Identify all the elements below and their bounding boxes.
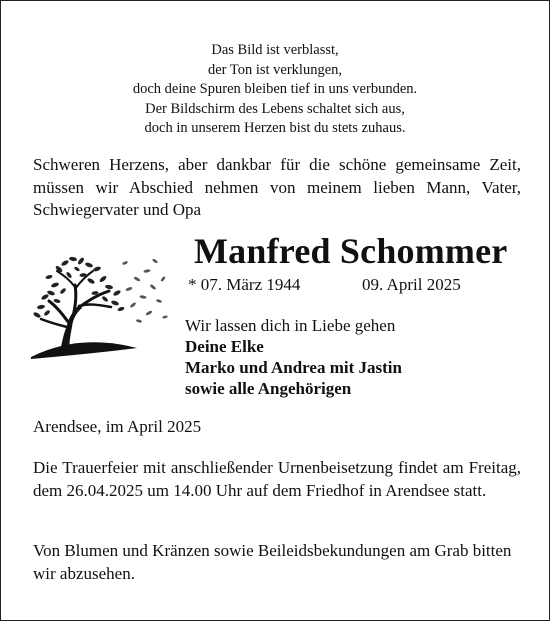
life-dates	[188, 274, 461, 296]
poem-line: Der Bildschirm des Lebens schaltet sich aus,	[145, 100, 405, 117]
mourner-name: Deine Elke	[185, 337, 264, 356]
poem-line: der Ton ist verklungen,	[207, 61, 343, 78]
mourner-name: sowie alle Angehörigen	[185, 379, 352, 398]
poem-line: doch in unserem Herzen bist du stets zuhaus.	[144, 120, 406, 136]
death-date: 09. April 2025	[362, 275, 461, 294]
deceased-name: Manfred Schommer	[194, 231, 508, 271]
windblown-tree-icon	[29, 249, 171, 364]
ceremony-paragraph: Die Trauerfeier mit anschließender Urnenbeisetzung findet am Freitag, dem 26.04.2025 um 14.00 Uhr auf dem Friedhof in Arendsee statt.	[33, 458, 521, 500]
mourners-block	[185, 315, 402, 399]
mourner-name: Marko und Andrea mit Jastin	[185, 358, 402, 377]
flowers-paragraph: Von Blumen und Kränzen sowie Beileidsbekundungen am Grab bitten wir abzusehen.	[33, 541, 512, 583]
poem-line: doch deine Spuren bleiben tief in uns verbunden.	[132, 81, 418, 97]
poem-line: Das Bild ist verblasst,	[211, 42, 339, 58]
birth-date: * 07. März 1944	[188, 275, 301, 294]
mourners-intro: Wir lassen dich in Liebe gehen	[185, 316, 396, 335]
memorial-poem	[1, 41, 549, 139]
intro-paragraph: Schweren Herzens, aber dankbar für die schöne gemeinsame Zeit, müssen wir Abschied nehmen von meinem lieben Mann, Vater, Schwiegervater und Opa	[33, 155, 521, 219]
place-date: Arendsee, im April 2025	[33, 417, 202, 436]
